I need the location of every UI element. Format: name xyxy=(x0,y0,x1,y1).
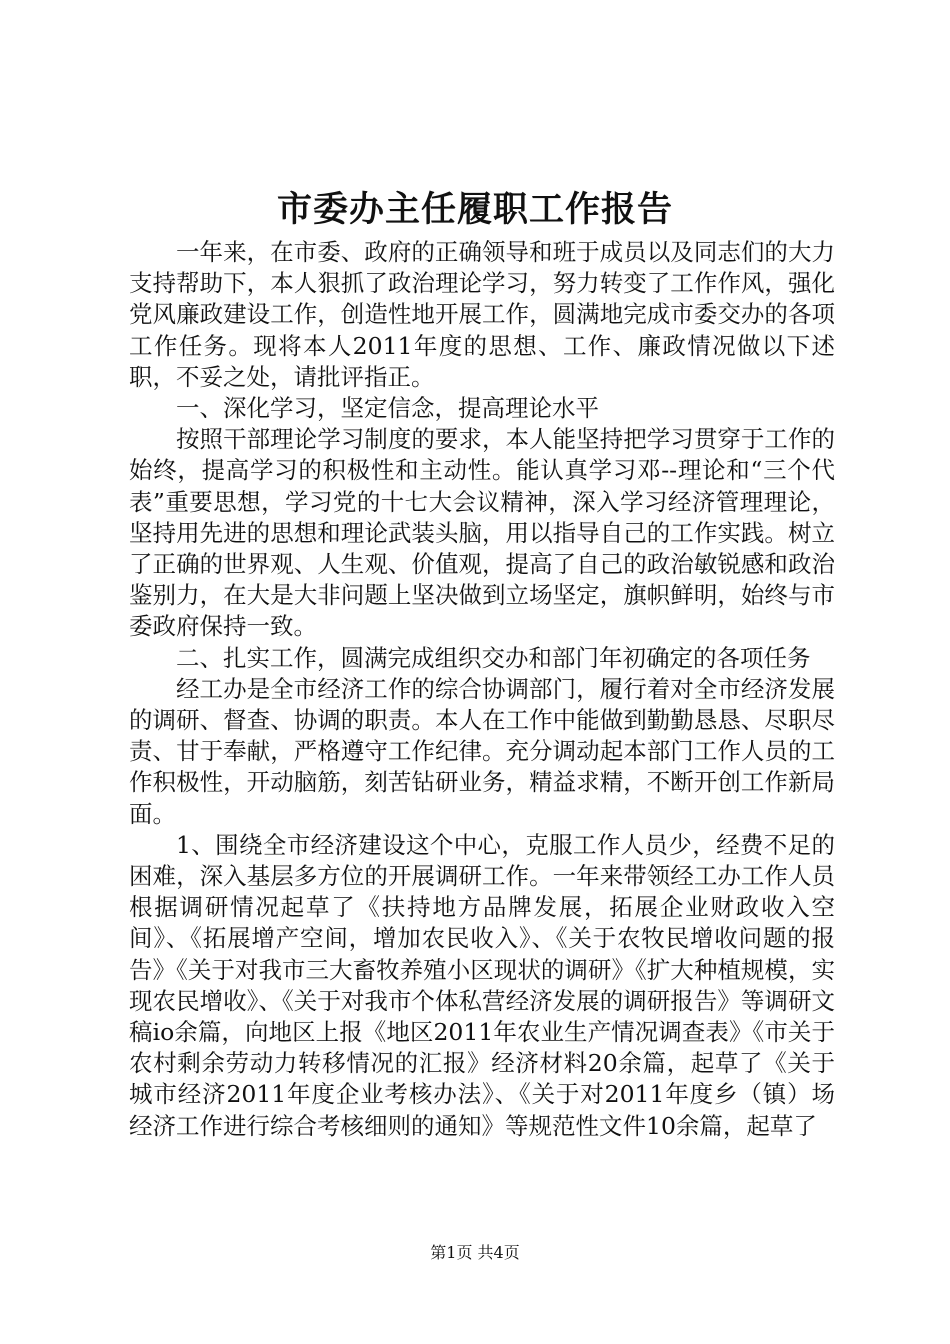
paragraph-study: 按照干部理论学习制度的要求，本人能坚持把学习贯穿于工作的始终，提高学习的积极性和主动性。能认真学习邓--理论和“三个代表”重要思想，学习党的十七大会议精神，深入学习经济管理理论，坚持用先进的思想和理论武装头脑，用以指导自己的工作实践。树立了正确的世界观、人生观、价值观，提高了自己的政治敏锐感和政治鉴别力，在大是大非问题上坚决做到立场坚定，旗帜鲜明，始终与市委政府保持一致。 xyxy=(129,425,835,641)
section-heading-1: 一、深化学习，坚定信念，提高理论水平 xyxy=(176,394,599,423)
document-body xyxy=(129,237,835,1142)
document-title: 市委办主任履职工作报告 xyxy=(276,189,673,230)
page-footer: 第1页 共4页 xyxy=(430,1243,520,1262)
paragraph-research: 1、围绕全市经济建设这个中心，克服工作人员少，经费不足的困难，深入基层多方位的开展调研工作。一年来带领经工办工作人员根据调研情况起草了《扶持地方品牌发展，拓展企业财政收入空间》、《拓展增产空间，增加农民收入》、《关于农牧民增收问题的报告》《关于对我市三大畜牧养殖小区现状的调研》《扩大种植规模，实现农民增收》、《关于对我市个体私营经济发展的调研报告》等调研文稿io余篇，向地区上报《地区2011年农业生产情况调查表》《市关于农村剩余劳动力转移情况的汇报》经济材料20余篇，起草了《关于城市经济2011年度企业考核办法》、《关于对2011年度乡（镇）场经济工作进行综合考核细则的通知》等规范性文件10余篇，起草了 xyxy=(129,830,835,1140)
paragraph-office: 经工办是全市经济工作的综合协调部门，履行着对全市经济发展的调研、督查、协调的职责。本人在工作中能做到勤勤恳恳、尽职尽责、甘于奉献，严格遵守工作纪律。充分调动起本部门工作人员的工作积极性，开动脑筋，刻苦钻研业务，精益求精，不断开创工作新局面。 xyxy=(129,674,835,828)
paragraph-intro: 一年来，在市委、政府的正确领导和班于成员以及同志们的大力支持帮助下，本人狠抓了政治理论学习，努力转变了工作作风，强化党风廉政建设工作，创造性地开展工作，圆满地完成市委交办的各项工作任务。现将本人2011年度的思想、工作、廉政情况做以下述职，不妥之处，请批评指正。 xyxy=(129,238,835,391)
section-heading-2: 二、扎实工作，圆满完成组织交办和部门年初确定的各项任务 xyxy=(176,643,811,672)
